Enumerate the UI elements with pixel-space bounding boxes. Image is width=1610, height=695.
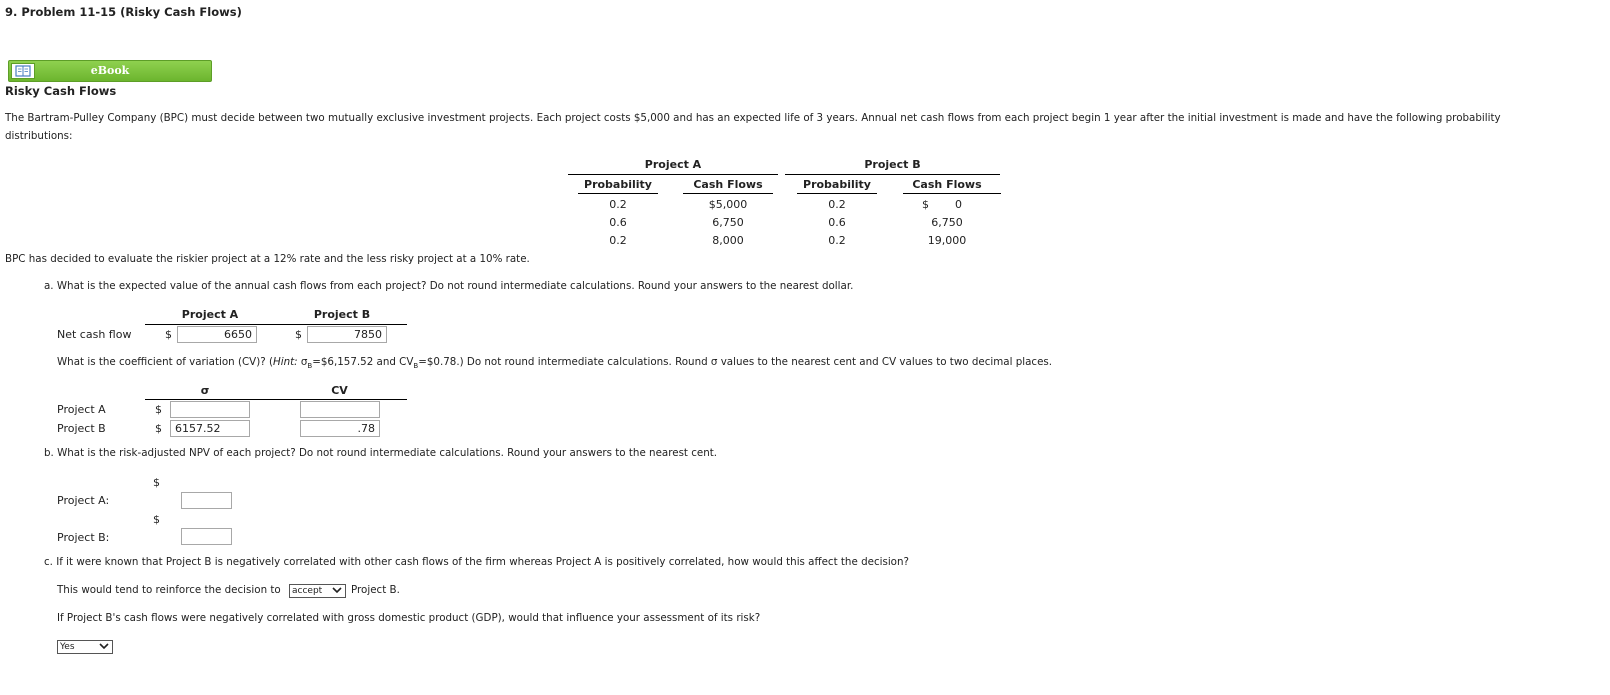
ebook-label: eBook: [90, 64, 130, 77]
dist-row3-cf-a: 8,000: [712, 234, 744, 247]
dist-row1-cf-b-sign: $: [922, 198, 929, 211]
gdp-select-value: Yes: [60, 642, 75, 652]
ebook-button[interactable]: [8, 60, 212, 82]
dist-col-probability-a: Probability: [584, 178, 652, 191]
npv-a-input[interactable]: [181, 492, 232, 509]
part-a-header-project-b: Project B: [313, 308, 371, 321]
chevron-down-icon: [332, 586, 342, 598]
dist-header-project-a: Project A: [644, 158, 702, 171]
currency-sign: $: [153, 476, 160, 489]
sigma-b-input[interactable]: 6157.52: [170, 420, 250, 437]
dist-row3-cf-b: 19,000: [927, 234, 967, 247]
cv-question-mid: σ: [297, 356, 308, 368]
dist-row2-cf-b: 6,750: [931, 216, 963, 229]
dist-row1-cf-a: $5,000: [708, 198, 748, 211]
problem-title: 9. Problem 11-15 (Risky Cash Flows): [5, 5, 242, 19]
sigma-a-input[interactable]: [170, 401, 250, 418]
sigma-header: σ: [200, 384, 210, 397]
decision-select-value: accept: [292, 586, 323, 596]
dist-row1-cf-b: 0: [955, 198, 962, 211]
hint-label: Hint:: [272, 356, 298, 368]
dist-row1-prob-a: 0.2: [609, 198, 627, 211]
npv-project-a-label: Project A:: [57, 494, 110, 507]
section-title: Risky Cash Flows: [5, 84, 117, 98]
net-cash-flow-b-input[interactable]: 7850: [307, 326, 387, 343]
reinforce-sentence-post: Project B.: [351, 584, 400, 596]
npv-project-b-label: Project B:: [57, 531, 110, 544]
cv-question: [57, 356, 1052, 370]
part-b-question: b. What is the risk-adjusted NPV of each project? Do not round intermediate calculations. Round your answers to the nearest cent.: [44, 447, 718, 459]
cv-b-input[interactable]: .78: [300, 420, 380, 437]
cv-sub1: B: [307, 362, 313, 371]
dist-row3-prob-a: 0.2: [609, 234, 627, 247]
cv-question-mid2: =$6,157.52 and CV: [312, 356, 414, 368]
cv-a-input[interactable]: [300, 401, 380, 418]
cv-sub2: B: [413, 362, 419, 371]
dist-row3-prob-b: 0.2: [828, 234, 846, 247]
reinforce-sentence-pre: This would tend to reinforce the decision to: [57, 584, 281, 596]
currency-sign: $: [155, 422, 162, 435]
part-a-question: a. What is the expected value of the annual cash flows from each project? Do not round intermediate calculations. Round your answers to the nearest dollar.: [44, 280, 854, 292]
currency-sign: $: [155, 403, 162, 416]
net-cash-flow-label: Net cash flow: [57, 328, 132, 341]
intro-text-line1: The Bartram-Pulley Company (BPC) must decide between two mutually exclusive investment projects. Each project costs $5,000 and has an expected life of 3 years. Annual net cash flows from each project begin 1 year after the initial investment is made and have the following probability: [5, 112, 1501, 124]
dist-row1-prob-b: 0.2: [828, 198, 846, 211]
currency-sign: $: [165, 328, 172, 341]
currency-sign: $: [295, 328, 302, 341]
dist-col-cashflows-b: Cash Flows: [912, 178, 982, 191]
cv-header: CV: [331, 384, 348, 397]
cv-row-project-b-label: Project B: [57, 422, 106, 435]
rate-note: BPC has decided to evaluate the riskier project at a 12% rate and the less risky project at a 10% rate.: [5, 253, 530, 265]
dist-header-project-b: Project B: [864, 158, 921, 171]
dist-col-cashflows-a: Cash Flows: [693, 178, 763, 191]
cv-question-pre: What is the coefficient of variation (CV)? (: [57, 356, 273, 368]
dist-row2-cf-a: 6,750: [712, 216, 744, 229]
gdp-select[interactable]: [57, 640, 113, 654]
npv-b-input[interactable]: [181, 528, 232, 545]
dist-col-probability-b: Probability: [803, 178, 871, 191]
gdp-question: If Project B's cash flows were negatively correlated with gross domestic product (GDP), would that influence your assessment of its risk?: [57, 612, 761, 624]
cv-question-post: =$0.78.) Do not round intermediate calculations. Round σ values to the nearest cent and CV values to two decimal places.: [418, 356, 1053, 368]
part-c-question: c. If it were known that Project B is negatively correlated with other cash flows of the firm whereas Project A is positively correlated, how would this affect the decision?: [44, 556, 909, 568]
dist-row2-prob-a: 0.6: [609, 216, 627, 229]
part-a-header-project-a: Project A: [181, 308, 239, 321]
intro-text-line2: distributions:: [5, 130, 73, 142]
net-cash-flow-a-input[interactable]: 6650: [177, 326, 257, 343]
currency-sign: $: [153, 513, 160, 526]
dist-row2-prob-b: 0.6: [828, 216, 846, 229]
cv-row-project-a-label: Project A: [57, 403, 106, 416]
decision-select[interactable]: [289, 584, 346, 598]
chevron-down-icon: [99, 642, 109, 654]
